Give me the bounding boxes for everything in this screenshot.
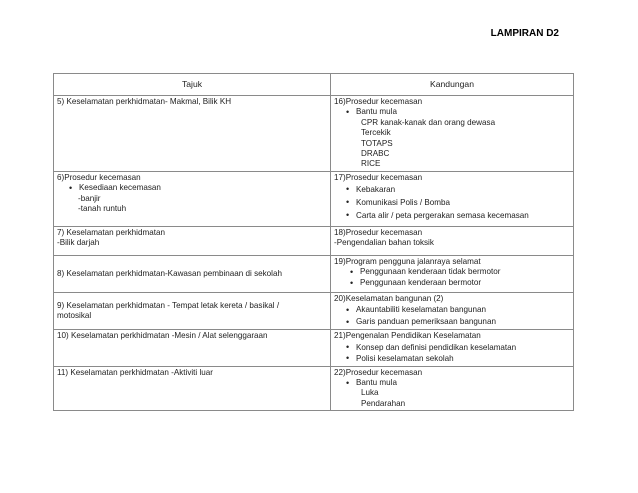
tajuk-title: 6)Prosedur kecemasan [57,172,141,182]
tajuk-cell [54,255,331,292]
table-row [54,330,574,366]
header-tajuk: Tajuk [54,74,331,96]
tajuk-text: 7) Keselamatan perkhidmatan [57,227,165,237]
sub-item: CPR kanak-kanak dan orang dewasa [361,117,496,127]
tajuk-text: 10) Keselamatan perkhidmatan -Mesin / Alat selenggaraan [57,331,268,341]
table-header-row [54,74,574,96]
sub-item: Tercekik [361,128,391,138]
bullet-list [334,183,570,222]
list-item: • Polisi keselamatan sekolah [352,353,570,365]
kandungan-text: 18)Prosedur kecemasan [334,227,423,237]
tajuk-text: 9) Keselamatan perkhidmatan - Tempat letak kereta / basikal / [57,300,280,310]
list-item: • Bantu mula [352,107,570,117]
bullet-list [334,107,570,117]
kandungan-title: 19)Program pengguna jalanraya selamat [334,256,481,266]
bullet-list [334,342,570,365]
tajuk-cell [54,226,331,255]
tajuk-text: 11) Keselamatan perkhidmatan -Aktiviti luar [57,367,213,377]
kandungan-cell [331,226,574,255]
sub-item: Pendarahan [361,398,406,408]
table-row [54,226,574,255]
list-item: • Kebakaran [352,183,570,196]
sub-item: TOTAPS [361,138,393,148]
table-row [54,96,574,172]
kandungan-title: 16)Prosedur kecemasan [334,97,423,106]
kandungan-cell [331,330,574,366]
list-item: • Akauntabiliti keselamatan bangunan [352,304,570,316]
bullet-list [334,304,570,328]
kandungan-title: 20)Keselamatan bangunan (2) [334,293,444,303]
tajuk-text: -Bilik darjah [57,238,100,248]
list-item: • Penggunaan kenderaan bermotor [356,278,570,288]
kandungan-cell [331,292,574,329]
kandungan-title: 17)Prosedur kecemasan [334,172,423,182]
sub-item: Luka [361,388,379,398]
kandungan-cell [331,171,574,226]
kandungan-title: 22)Prosedur kecemasan [334,367,423,377]
sub-item: DRABC [361,149,390,159]
kandungan-title: 21)Pengenalan Pendidikan Keselamatan [334,331,481,341]
tajuk-text: 8) Keselamatan perkhidmatan-Kawasan pembinaan di sekolah [57,268,282,278]
table-row [54,255,574,292]
sub-item: -banjir [78,193,101,203]
tajuk-cell [54,96,331,172]
tajuk-cell [54,330,331,366]
bullet-list [334,378,570,388]
list-item: • Carta alir / peta pergerakan semasa kecemasan [352,209,570,222]
sub-item: -tanah runtuh [78,204,127,214]
table-row [54,366,574,411]
document-label: LAMPIRAN D2 [490,28,559,39]
tajuk-cell [54,366,331,411]
content-table [53,73,574,411]
list-item: • Konsep dan definisi pendidikan keselamatan [352,342,570,354]
table-row [54,292,574,329]
table-row [54,171,574,226]
list-item: • Penggunaan kenderaan tidak bermotor [356,267,570,277]
tajuk-cell [54,171,331,226]
list-item: • Komunikasi Polis / Bomba [352,196,570,209]
tajuk-text: motosikal [57,311,92,321]
kandungan-cell [331,96,574,172]
header-kandungan: Kandungan [331,74,574,96]
list-item: • Garis panduan pemeriksaan bangunan [352,316,570,328]
tajuk-text: 5) Keselamatan perkhidmatan- Makmal, Bilik KH [57,97,232,106]
bullet-list [334,267,570,288]
kandungan-cell [331,255,574,292]
tajuk-cell [54,292,331,329]
list-item: • Kesediaan kecemasan [75,183,327,193]
sub-item: RICE [361,159,381,169]
kandungan-cell [331,366,574,411]
kandungan-text: -Pengendalian bahan toksik [334,238,434,248]
bullet-list [57,183,327,193]
list-item: • Bantu mula [352,378,570,388]
